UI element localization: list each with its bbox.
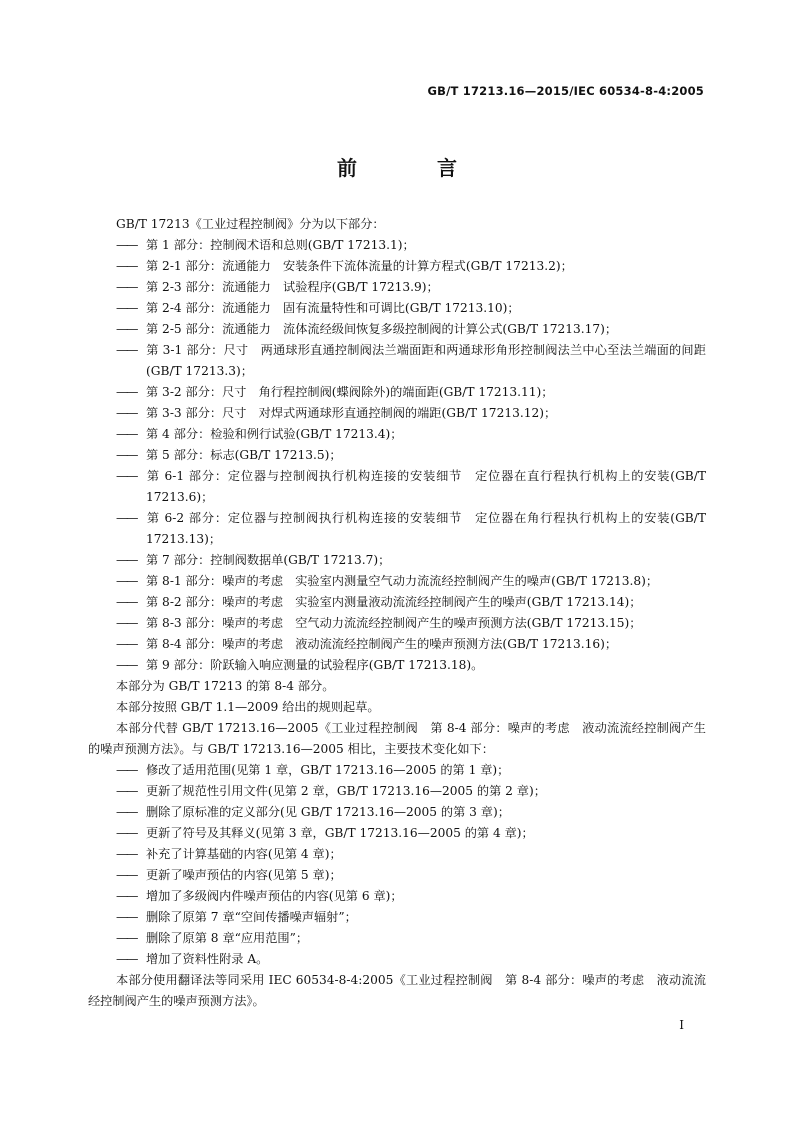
list-dash: —— [116,385,137,399]
change-list-item [88,928,706,949]
list-dash: —— [116,322,137,336]
change-list-item [88,781,706,802]
change-list-item [88,907,706,928]
paragraph-drafting-rules: 本部分按照 GB/T 1.1—2009 给出的规则起草。 [116,700,380,714]
paragraph-adoption: 本部分使用翻译法等同采用 IEC 60534-8-4:2005《工业过程控制阀 第 8-4 部分：噪声的考虑 液动流流经控制阀产生的噪声预测方法》。 [88,973,706,1008]
list-dash: —— [116,595,137,609]
paragraph-part-number: 本部分为 GB/T 17213 的第 8-4 部分。 [116,679,335,693]
list-dash: —— [116,616,137,630]
paragraph-replacement: 本部分代替 GB/T 17213.16—2005《工业过程控制阀 第 8-4 部分：噪声的考虑 液动流流经控制阀产生的噪声预测方法》。与 GB/T 17213.16—2005 相比，主要技术变化如下： [88,721,706,756]
part-list-item-text: 第 9 部分：阶跃输入响应测量的试验程序(GB/T 17213.18)。 [146,658,484,672]
change-list-item [88,949,706,970]
part-list-item [88,466,706,508]
part-list-item-text: 第 3-2 部分：尺寸 角行程控制阀(蝶阀除外)的端面距(GB/T 17213.11)； [146,385,554,399]
part-list-item-text: 第 2-1 部分：流通能力 安装条件下流体流量的计算方程式(GB/T 17213.2)； [146,259,573,273]
change-list-item-text: 更新了噪声预估的内容(见第 5 章)； [146,868,342,882]
list-dash: —— [116,301,137,315]
list-dash: —— [116,805,137,819]
changes-list [88,760,706,970]
part-list-item-text: 第 3-3 部分：尺寸 对焊式两通球形直通控制阀的端距(GB/T 17213.12)； [146,406,557,420]
change-list-item-text: 删除了原标准的定义部分(见 GB/T 17213.16—2005 的第 3 章)； [146,805,510,819]
list-dash: —— [116,511,137,525]
change-list-item-text: 删除了原第 8 章“应用范围”； [146,931,309,945]
part-list-item-text: 第 6-2 部分：定位器与控制阀执行机构连接的安装细节 定位器在角行程执行机构上的安装(GB/T 17213.13)； [146,511,706,546]
page-title: 前 言 [337,156,487,180]
part-list-item [88,508,706,550]
parts-list [88,235,706,676]
list-dash: —— [116,826,137,840]
change-list-item-text: 增加了多级阀内件噪声预估的内容(见第 6 章)； [146,889,403,903]
part-list-item-text: 第 8-1 部分：噪声的考虑 实验室内测量空气动力流流经控制阀产生的噪声(GB/T 17213.8)； [146,574,659,588]
part-list-item-text: 第 4 部分：检验和例行试验(GB/T 17213.4)； [146,427,403,441]
part-list-item-text: 第 2-5 部分：流通能力 流体流经级间恢复多级控制阀的计算公式(GB/T 17213.17)； [146,322,618,336]
part-list-item-text: 第 2-3 部分：流通能力 试验程序(GB/T 17213.9)； [146,280,439,294]
part-list-item-text: 第 1 部分：控制阀术语和总则(GB/T 17213.1)； [146,238,415,252]
part-list-item-text: 第 6-1 部分：定位器与控制阀执行机构连接的安装细节 定位器在直行程执行机构上的安装(GB/T 17213.6)； [146,469,706,504]
change-list-item-text: 更新了规范性引用文件(见第 2 章，GB/T 17213.16—2005 的第 2 章)； [146,784,546,798]
part-list-item [88,571,706,592]
change-list-item [88,802,706,823]
list-dash: —— [116,910,137,924]
part-list-item-text: 第 2-4 部分：流通能力 固有流量特性和可调比(GB/T 17213.10)； [146,301,520,315]
list-dash: —— [116,427,137,441]
change-list-item-text: 删除了原第 7 章“空间传播噪声辐射”； [146,910,357,924]
part-list-item [88,319,706,340]
list-dash: —— [116,931,137,945]
part-list-item [88,634,706,655]
change-list-item-text: 增加了资料性附录 A。 [146,952,269,966]
change-list-item [88,760,706,781]
list-dash: —— [116,847,137,861]
list-dash: —— [116,637,137,651]
part-list-item [88,298,706,319]
part-list-item [88,445,706,466]
document-header: GB/T 17213.16—2015/IEC 60534-8-4:2005 [427,84,704,98]
list-dash: —— [116,574,137,588]
list-dash: —— [116,889,137,903]
intro-paragraph: GB/T 17213《工业过程控制阀》分为以下部分： [116,217,385,231]
change-list-item [88,865,706,886]
list-dash: —— [116,406,137,420]
part-list-item [88,235,706,256]
list-dash: —— [116,868,137,882]
list-dash: —— [116,280,137,294]
change-list-item [88,886,706,907]
list-dash: —— [116,784,137,798]
list-dash: —— [116,448,137,462]
change-list-item [88,844,706,865]
part-list-item [88,403,706,424]
part-list-item [88,340,706,382]
list-dash: —— [116,763,137,777]
part-list-item [88,550,706,571]
list-dash: —— [116,343,137,357]
list-dash: —— [116,952,137,966]
change-list-item-text: 更新了符号及其释义(见第 3 章，GB/T 17213.16—2005 的第 4 章)； [146,826,534,840]
change-list-item-text: 修改了适用范围(见第 1 章，GB/T 17213.16—2005 的第 1 章)； [146,763,510,777]
part-list-item [88,382,706,403]
part-list-item-text: 第 8-2 部分：噪声的考虑 实验室内测量液动流流经控制阀产生的噪声(GB/T 17213.14)； [146,595,642,609]
change-list-item-text: 补充了计算基础的内容(见第 4 章)； [146,847,342,861]
part-list-item-text: 第 8-4 部分：噪声的考虑 液动流流经控制阀产生的噪声预测方法(GB/T 17213.16)； [146,637,618,651]
list-dash: —— [116,553,137,567]
document-body [88,214,706,1012]
part-list-item-text: 第 3-1 部分：尺寸 两通球形直通控制阀法兰端面距和两通球形角形控制阀法兰中心至法兰端面的间距(GB/T 17213.3)； [146,343,706,378]
page-number: I [679,1018,684,1032]
list-dash: —— [116,238,137,252]
part-list-item [88,613,706,634]
change-list-item [88,823,706,844]
part-list-item [88,277,706,298]
part-list-item [88,256,706,277]
part-list-item [88,424,706,445]
part-list-item [88,592,706,613]
list-dash: —— [116,259,137,273]
part-list-item-text: 第 7 部分：控制阀数据单(GB/T 17213.7)； [146,553,391,567]
list-dash: —— [116,469,137,483]
part-list-item [88,655,706,676]
part-list-item-text: 第 5 部分：标志(GB/T 17213.5)； [146,448,342,462]
list-dash: —— [116,658,137,672]
part-list-item-text: 第 8-3 部分：噪声的考虑 空气动力流流经控制阀产生的噪声预测方法(GB/T 17213.15)； [146,616,642,630]
